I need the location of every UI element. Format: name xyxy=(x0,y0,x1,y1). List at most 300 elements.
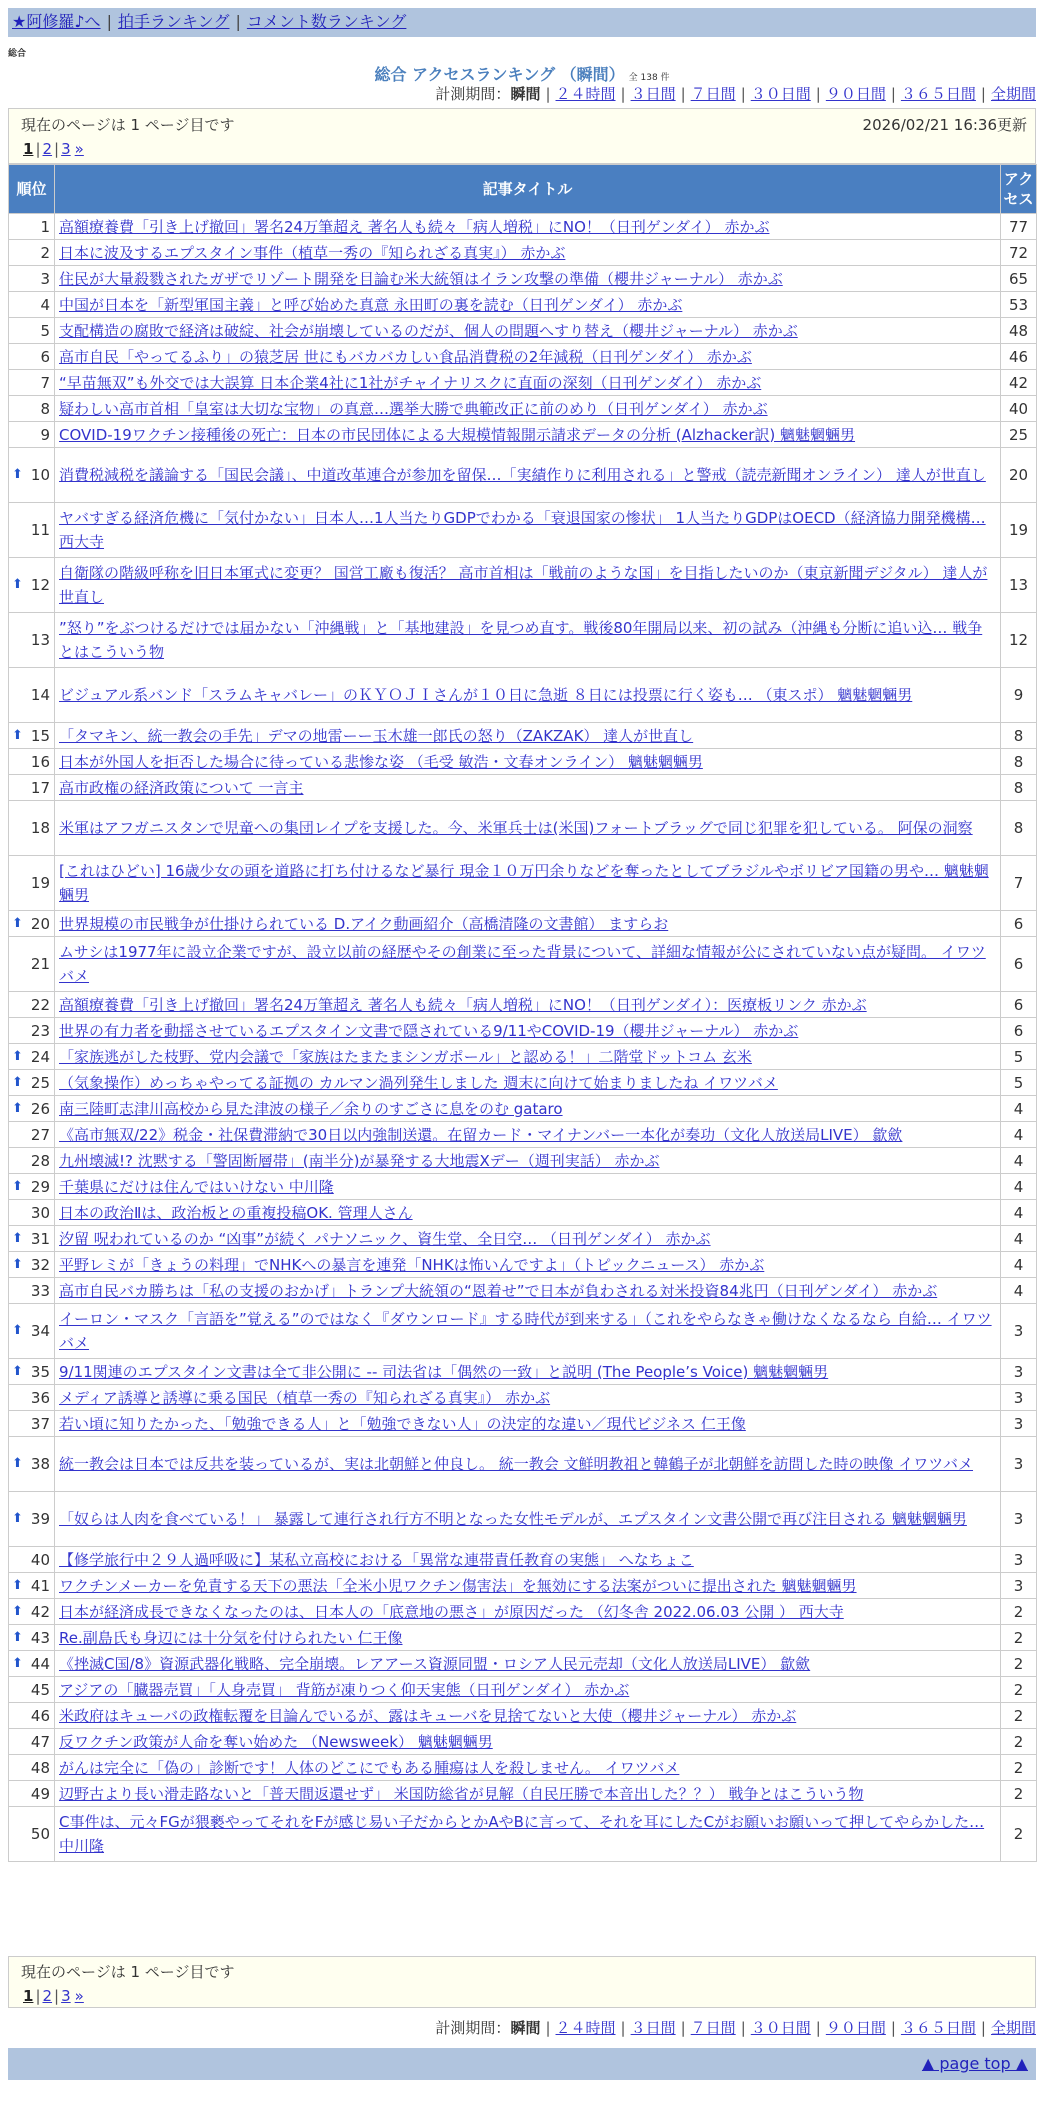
title-cell xyxy=(55,1200,1001,1226)
rank-number: 12 xyxy=(30,576,50,594)
rank-number: 28 xyxy=(30,1151,50,1170)
article-title-link[interactable]: 高額療養費「引き上げ撤回」署名24万筆超え 著名人も続々「病人増税」にNO！（日刊ゲンダイ）：医療板リンク 赤かぶ xyxy=(59,995,867,1014)
title-cell xyxy=(55,1122,1001,1148)
rank-cell xyxy=(9,856,55,911)
article-title-link[interactable]: 【修学旅行中２９人過呼吸に】某私立高校における「異常な連帯責任教育の実態」 へなちょこ xyxy=(59,1550,694,1569)
rank-number: 31 xyxy=(30,1229,50,1248)
table-row xyxy=(9,1174,1037,1200)
rank-cell xyxy=(9,422,55,448)
table-row xyxy=(9,344,1037,370)
rank-cell xyxy=(9,992,55,1018)
rank-cell xyxy=(9,1304,55,1359)
title-cell xyxy=(55,668,1001,723)
rank-number: 45 xyxy=(30,1680,50,1699)
up-arrow-icon: ⬆ xyxy=(12,915,23,931)
rank-number: 43 xyxy=(30,1628,50,1647)
title-cell xyxy=(55,1252,1001,1278)
rank-number: 46 xyxy=(30,1706,50,1725)
table-row xyxy=(9,266,1037,292)
title-cell xyxy=(55,1729,1001,1755)
rank-cell xyxy=(9,503,55,558)
rank-cell xyxy=(9,266,55,292)
rank-cell xyxy=(9,1755,55,1781)
article-title-link[interactable]: 辺野古より長い滑走路ないと「普天間返還せず」 米国防総省が見解（自民圧勝で本音出した？？） 戦争とはこういう物 xyxy=(59,1784,864,1803)
table-row xyxy=(9,1781,1037,1807)
table-row xyxy=(9,1122,1037,1148)
article-title-link[interactable]: がんは完全に「偽の」診断です！人体のどこにでもある腫瘍は人を殺しません。 イワツバメ xyxy=(59,1758,680,1777)
rank-cell xyxy=(9,1278,55,1304)
access-count: 6 xyxy=(1001,992,1037,1018)
title-cell xyxy=(55,1547,1001,1573)
title-cell xyxy=(55,1755,1001,1781)
table-row xyxy=(9,937,1037,992)
table-row xyxy=(9,558,1037,613)
access-count: 4 xyxy=(1001,1200,1037,1226)
access-count: 6 xyxy=(1001,1018,1037,1044)
access-count: 2 xyxy=(1001,1729,1037,1755)
access-count: 65 xyxy=(1001,266,1037,292)
rank-number: 22 xyxy=(30,995,50,1014)
up-arrow-icon: ⬆ xyxy=(12,1256,23,1272)
access-count: 4 xyxy=(1001,1148,1037,1174)
table-row xyxy=(9,1807,1037,1862)
title-cell xyxy=(55,801,1001,856)
page-top-link[interactable]: ▲ page top ▲ xyxy=(921,2054,1028,2073)
table-row xyxy=(9,1599,1037,1625)
rank-cell xyxy=(9,1252,55,1278)
title-cell xyxy=(55,723,1001,749)
title-cell xyxy=(55,1625,1001,1651)
article-title-link[interactable]: 自衛隊の階級呼称を旧日本軍式に変更？ 国営工廠も復活？ 高市首相は「戦前のような国」を目指したいのか（東京新聞デジタル） 達人が世直し xyxy=(59,564,988,606)
title-cell xyxy=(55,911,1001,937)
period-current: 瞬間 xyxy=(510,2019,541,2037)
rank-cell xyxy=(9,1411,55,1437)
table-row xyxy=(9,1755,1037,1781)
period-selector-top: 計測期間：瞬間 | ２４時間 | ３日間 | ７日間 | ３０日間 | ９０日間 | ３６５日間 | 全期間 xyxy=(435,85,1036,103)
table-row xyxy=(9,613,1037,668)
table-row xyxy=(9,749,1037,775)
title-cell xyxy=(55,1148,1001,1174)
up-arrow-icon: ⬆ xyxy=(12,1230,23,1246)
access-count: 2 xyxy=(1001,1755,1037,1781)
footer-bar xyxy=(8,2048,1036,2080)
period-link-24h[interactable]: ２４時間 xyxy=(555,2019,616,2037)
rank-cell xyxy=(9,240,55,266)
title-cell xyxy=(55,1070,1001,1096)
article-title-link[interactable]: ワクチンメーカーを免責する天下の悪法「全米小児ワクチン傷害法」を無効にする法案がついに提出された 魑魅魍魎男 xyxy=(59,1576,857,1595)
period-link-30d[interactable]: ３０日間 xyxy=(750,85,811,103)
rank-number: 33 xyxy=(30,1281,50,1300)
rank-cell xyxy=(9,1781,55,1807)
article-title-link[interactable]: 消費税減税を議論する「国民会議」、中道改革連合が参加を留保…「実績作りに利用される」と警戒（読売新聞オンライン） 達人が世直し xyxy=(59,466,986,484)
access-count: 3 xyxy=(1001,1547,1037,1573)
rank-number: 15 xyxy=(30,726,50,745)
title-cell xyxy=(55,448,1001,503)
period-link-3d[interactable]: ３日間 xyxy=(630,2019,676,2037)
article-title-link[interactable]: ヤバすぎる経済危機に「気付かない」日本人…1人当たりGDPでわかる「衰退国家の惨状」 1人当たりGDPはOECD（経済協力開発機構… 西大寺 xyxy=(59,509,986,551)
rank-cell xyxy=(9,1018,55,1044)
title-cell xyxy=(55,1304,1001,1359)
title-cell xyxy=(55,1385,1001,1411)
title-cell xyxy=(55,1437,1001,1492)
table-row xyxy=(9,1547,1037,1573)
rank-number: 40 xyxy=(30,1550,50,1569)
access-count: 7 xyxy=(1001,856,1037,911)
period-link-all[interactable]: 全期間 xyxy=(990,2019,1036,2037)
title-cell xyxy=(55,344,1001,370)
nav-separator: | xyxy=(106,12,112,31)
period-link-90d[interactable]: ９０日間 xyxy=(825,2019,886,2037)
table-row xyxy=(9,370,1037,396)
article-title-link[interactable]: 住民が大量殺戮されたガザでリゾート開発を目論む米大統領はイラン攻撃の準備（櫻井ジャーナル） 赤かぶ xyxy=(59,269,783,288)
table-row xyxy=(9,396,1037,422)
rank-number: 35 xyxy=(30,1362,50,1381)
table-row xyxy=(9,1304,1037,1359)
article-title-link[interactable]: ”怒り”をぶつけるだけでは届かない「沖縄戦」と「基地建設」を見つめ直す。戦後80年開局以来、初の試み（沖縄も分断に追い込… 戦争とはこういう物 xyxy=(59,619,983,661)
rank-number: 27 xyxy=(30,1125,50,1144)
article-title-link[interactable]: 日本が経済成長できなくなったのは、日本人の「底意地の悪さ」が原因だった （幻冬舎 2022.06.03 公開 ） 西大寺 xyxy=(59,1602,844,1621)
title-cell xyxy=(55,1781,1001,1807)
pager: 1 | 2 | 3 » xyxy=(23,1987,84,2005)
table-row xyxy=(9,1148,1037,1174)
rank-cell xyxy=(9,1148,55,1174)
article-title-link[interactable]: 高市政権の経済政策について 一言主 xyxy=(59,778,304,797)
table-row xyxy=(9,911,1037,937)
title-cell xyxy=(55,1226,1001,1252)
access-count: 5 xyxy=(1001,1044,1037,1070)
col-header-access: アクセス xyxy=(1001,165,1037,214)
rank-cell xyxy=(9,613,55,668)
table-row xyxy=(9,1703,1037,1729)
rank-cell xyxy=(9,1122,55,1148)
title-cell xyxy=(55,1411,1001,1437)
rank-number: 2 xyxy=(40,243,50,262)
up-arrow-icon: ⬆ xyxy=(12,1363,23,1379)
page-link-3[interactable]: 3 xyxy=(61,140,71,158)
rank-cell xyxy=(9,749,55,775)
rank-number: 7 xyxy=(40,373,50,392)
title-cell xyxy=(55,396,1001,422)
table-row xyxy=(9,318,1037,344)
access-count: 2 xyxy=(1001,1651,1037,1677)
article-title-link[interactable]: 「奴らは人肉を食べている！」 暴露して連行され行方不明となった女性モデルが、エプスタイン文書公開で再び注目される 魑魅魍魎男 xyxy=(59,1510,967,1528)
article-title-link[interactable]: 中国が日本を「新型軍国主義」と呼び始めた真意 永田町の裏を読む（日刊ゲンダイ） 赤かぶ xyxy=(59,295,683,314)
rank-number: 41 xyxy=(30,1576,50,1595)
article-title-link[interactable]: 「家族逃がした枝野、党内会議で「家族はたまたまシンガポール」と認める！」二階堂ドットコム 玄米 xyxy=(59,1047,752,1066)
rank-cell xyxy=(9,937,55,992)
rank-cell xyxy=(9,1226,55,1252)
rank-cell xyxy=(9,1573,55,1599)
page-link-3[interactable]: 3 xyxy=(61,1987,71,2005)
rank-cell xyxy=(9,723,55,749)
article-title-link[interactable]: [これはひどい] 16歳少女の頭を道路に打ち付けるなど暴行 現金１０万円余りなどを奪ったとしてブラジルやボリビア国籍の男や… 魑魅魍魎男 xyxy=(59,862,989,904)
access-count: 3 xyxy=(1001,1437,1037,1492)
rank-cell xyxy=(9,1385,55,1411)
table-row xyxy=(9,1200,1037,1226)
table-row xyxy=(9,1651,1037,1677)
rank-number: 32 xyxy=(30,1255,50,1274)
rank-cell xyxy=(9,318,55,344)
rank-number: 1 xyxy=(40,217,50,236)
up-arrow-icon: ⬆ xyxy=(12,1074,23,1090)
article-title-link[interactable]: 日本に波及するエプスタイン事件（植草一秀の『知られざる真実』） 赤かぶ xyxy=(59,243,566,262)
article-title-link[interactable]: ビジュアル系バンド「スラムキャバレー」のＫＹＯＪＩさんが１０日に急逝 ８日には投票に行く姿も… （東スポ） 魑魅魍魎男 xyxy=(59,686,913,704)
table-row xyxy=(9,1437,1037,1492)
rank-number: 9 xyxy=(40,425,50,444)
rank-number: 42 xyxy=(30,1602,50,1621)
table-row xyxy=(9,1573,1037,1599)
rank-number: 3 xyxy=(40,269,50,288)
rank-number: 30 xyxy=(30,1203,50,1222)
period-link-90d[interactable]: ９０日間 xyxy=(825,85,886,103)
breadcrumb: 総合 xyxy=(8,49,27,59)
period-link-365d[interactable]: ３６５日間 xyxy=(900,2019,976,2037)
title-cell xyxy=(55,1096,1001,1122)
rank-cell xyxy=(9,1547,55,1573)
article-title-link[interactable]: 「タマキン、統一教会の手先」デマの地雷ーー玉木雄一郎氏の怒り（ZAKZAK） 達人が世直し xyxy=(59,726,694,745)
top-nav-bar xyxy=(8,8,1036,37)
table-row xyxy=(9,856,1037,911)
rank-cell xyxy=(9,1044,55,1070)
article-title-link[interactable]: C事件は、元々FGが猥褻やってそれをFが感じ易い子だからとかAやBに言って、それを耳にしたCがお願いお願いって押してやらかした… 中川隆 xyxy=(59,1813,985,1855)
rank-number: 24 xyxy=(30,1047,50,1066)
article-title-link[interactable]: 日本の政治Ⅱは、政治板との重複投稿OK. 管理人さん xyxy=(59,1203,413,1222)
article-title-link[interactable]: 統一教会は日本では反共を装っているが、実は北朝鮮と仲良し。 統一教会 文鮮明教祖と韓鶴子が北朝鮮を訪問した時の映像 イワツバメ xyxy=(59,1455,974,1473)
up-arrow-icon: ⬆ xyxy=(12,1577,23,1593)
table-row xyxy=(9,214,1037,240)
period-link-7d[interactable]: ７日間 xyxy=(690,85,736,103)
rank-cell xyxy=(9,1437,55,1492)
col-header-title: 記事タイトル xyxy=(55,165,1001,214)
table-row xyxy=(9,1252,1037,1278)
access-count: 6 xyxy=(1001,937,1037,992)
title-cell xyxy=(55,1492,1001,1547)
table-row xyxy=(9,1729,1037,1755)
article-title-link[interactable]: ムサシは1977年に設立企業ですが、設立以前の経歴やその創業に至った背景について、詳細な情報が公にされていない点が疑問。 イワツバメ xyxy=(59,943,986,985)
title-cell xyxy=(55,503,1001,558)
table-row xyxy=(9,422,1037,448)
rank-number: 39 xyxy=(30,1510,50,1528)
article-title-link[interactable]: 九州壊滅!? 沈黙する「警固断層帯」(南半分)が暴発する大地震Xデー（週刊実話） 赤かぶ xyxy=(59,1151,660,1170)
access-count: 3 xyxy=(1001,1573,1037,1599)
rank-number: 5 xyxy=(40,321,50,340)
access-count: 3 xyxy=(1001,1411,1037,1437)
access-count: 19 xyxy=(1001,503,1037,558)
rank-number: 26 xyxy=(30,1099,50,1118)
page-title xyxy=(0,62,1044,85)
rank-number: 34 xyxy=(30,1322,50,1340)
pagination-bottom xyxy=(8,1956,1036,2008)
table-row xyxy=(9,1625,1037,1651)
rank-number: 25 xyxy=(30,1073,50,1092)
access-count: 4 xyxy=(1001,1174,1037,1200)
period-link-365d[interactable]: ３６５日間 xyxy=(900,85,976,103)
title-cell xyxy=(55,1599,1001,1625)
rank-number: 23 xyxy=(30,1021,50,1040)
col-header-rank: 順位 xyxy=(9,165,55,214)
table-row xyxy=(9,240,1037,266)
title-cell xyxy=(55,370,1001,396)
article-title-link[interactable]: 南三陸町志津川高校から見た津波の様子／余りのすごさに息をのむ gataro xyxy=(59,1099,563,1118)
table-row xyxy=(9,723,1037,749)
rank-number: 44 xyxy=(30,1654,50,1673)
access-count: 40 xyxy=(1001,396,1037,422)
article-title-link[interactable]: 米政府はキューバの政権転覆を目論んでいるが、露はキューバを見捨てないと大使（櫻井ジャーナル） 赤かぶ xyxy=(59,1706,797,1725)
period-link-24h[interactable]: ２４時間 xyxy=(555,85,616,103)
rank-cell xyxy=(9,1651,55,1677)
nav-separator: | xyxy=(235,12,241,31)
rank-number: 21 xyxy=(30,955,50,973)
article-title-link[interactable]: （気象操作）めっちゃやってる証拠の カルマン渦列発生しました 週末に向けて始まりましたね イワツバメ xyxy=(59,1073,778,1092)
rank-number: 36 xyxy=(30,1388,50,1407)
up-arrow-icon: ⬆ xyxy=(12,1048,23,1064)
page-title-text: 総合 アクセスランキング （瞬間） xyxy=(374,65,625,84)
table-row xyxy=(9,448,1037,503)
rank-number: 18 xyxy=(30,819,50,837)
article-title-link[interactable]: 支配構造の腐敗で経済は破綻、社会が崩壊しているのだが、個人の問題へすり替え（櫻井ジャーナル） 赤かぶ xyxy=(59,321,798,340)
period-link-7d[interactable]: ７日間 xyxy=(690,2019,736,2037)
access-count: 6 xyxy=(1001,911,1037,937)
rank-number: 48 xyxy=(30,1758,50,1777)
title-cell xyxy=(55,1174,1001,1200)
rank-cell xyxy=(9,396,55,422)
up-arrow-icon: ⬆ xyxy=(12,1100,23,1116)
up-arrow-icon: ⬆ xyxy=(12,727,23,743)
current-page-text: 現在のページは 1 ページ目です xyxy=(21,116,235,134)
pager: 1 | 2 | 3 » xyxy=(23,140,84,158)
table-row xyxy=(9,668,1037,723)
article-title-link[interactable]: “早苗無双”も外交では大誤算 日本企業4社に1社がチャイナリスクに直面の深刻（日刊ゲンダイ） 赤かぶ xyxy=(59,373,762,392)
article-title-link[interactable]: 9/11関連のエプスタイン文書は全て非公開に -- 司法省は「偶然の一致」と説明 (The People’s Voice) 魑魅魍魎男 xyxy=(59,1362,829,1381)
rank-cell xyxy=(9,775,55,801)
table-row xyxy=(9,1096,1037,1122)
article-title-link[interactable]: 若い頃に知りたかった、「勉強できる人」と「勉強できない人」の決定的な違い／現代ビジネス 仁王像 xyxy=(59,1414,746,1433)
access-count: 12 xyxy=(1001,613,1037,668)
article-title-link[interactable]: イーロン・マスク「言語を”覚える”のではなく『ダウンロード』する時代が到来する」（これをやらなきゃ働けなくなるなら 自給… イワツバメ xyxy=(59,1310,992,1352)
article-title-link[interactable]: 《挫滅C国/8》資源武器化戦略、完全崩壊。レアアース資源同盟・ロシア人民元売却（文化人放送局LIVE） 歙歛 xyxy=(59,1654,811,1673)
article-title-link[interactable]: Re.副島氏も身辺には十分気を付けられたい 仁王像 xyxy=(59,1628,403,1647)
article-title-link[interactable]: 世界規模の市民戦争が仕掛けられている D.アイク動画紹介（高橋清隆の文書館） ますらお xyxy=(59,914,669,933)
rank-number: 50 xyxy=(30,1825,50,1843)
home-link[interactable]: ★阿修羅♪へ xyxy=(12,12,101,31)
article-title-link[interactable]: 平野レミが「きょうの料理」でNHKへの暴言を連発「NHKは怖いんですよ」（トピックニュース） 赤かぶ xyxy=(59,1255,765,1274)
page-link-2[interactable]: 2 xyxy=(42,140,53,158)
title-cell xyxy=(55,1703,1001,1729)
rank-cell xyxy=(9,1729,55,1755)
access-count: 8 xyxy=(1001,801,1037,856)
pagination-top xyxy=(8,108,1036,164)
access-count: 8 xyxy=(1001,775,1037,801)
rank-number: 4 xyxy=(40,295,50,314)
article-title-link[interactable]: 《高市無双/22》税金・社保費滞納で30日以内強制送還。在留カード・マイナンバー一本化が奏功（文化人放送局LIVE） 歙歛 xyxy=(59,1125,903,1144)
article-title-link[interactable]: COVID-19ワクチン接種後の死亡：日本の市民団体による大規模情報開示請求データの分析 (Alzhacker訳) 魑魅魍魎男 xyxy=(59,425,856,444)
rank-number: 11 xyxy=(30,521,50,539)
article-title-link[interactable]: 汐留 呪われているのか “凶事”が続く パナソニック、資生堂、全日空… （日刊ゲンダイ） 赤かぶ xyxy=(59,1229,711,1248)
table-row xyxy=(9,992,1037,1018)
period-link-all[interactable]: 全期間 xyxy=(990,85,1036,103)
article-title-link[interactable]: 高市自民「やってるふり」の猿芝居 世にもバカバカしい食品消費税の2年減税（日刊ゲンダイ） 赤かぶ xyxy=(59,347,752,366)
up-arrow-icon: ⬆ xyxy=(12,1511,23,1526)
rank-number: 29 xyxy=(30,1177,50,1196)
title-cell xyxy=(55,318,1001,344)
title-cell xyxy=(55,1573,1001,1599)
article-title-link[interactable]: 高額療養費「引き上げ撤回」署名24万筆超え 著名人も続々「病人増税」にNO！（日刊ゲンダイ） 赤かぶ xyxy=(59,217,770,236)
up-arrow-icon: ⬆ xyxy=(12,577,23,592)
table-row xyxy=(9,292,1037,318)
updated-timestamp: 2026/02/21 16:36更新 xyxy=(862,116,1027,134)
article-title-link[interactable]: メディア誘導と誘導に乗る国民（植草一秀の『知られざる真実』） 赤かぶ xyxy=(59,1388,551,1407)
period-label: 計測期間： xyxy=(435,85,511,103)
current-page-text: 現在のページは 1 ページ目です xyxy=(21,1963,235,1981)
article-title-link[interactable]: 米軍はアフガニスタンで児童への集団レイプを支援した。今、米軍兵士は(米国)フォートブラッグで同じ犯罪を犯している。 阿保の洞察 xyxy=(59,819,973,837)
rank-cell xyxy=(9,1174,55,1200)
rank-cell xyxy=(9,1599,55,1625)
rank-cell xyxy=(9,1807,55,1862)
access-count: 2 xyxy=(1001,1599,1037,1625)
rank-cell xyxy=(9,1359,55,1385)
access-count: 4 xyxy=(1001,1096,1037,1122)
rank-cell xyxy=(9,558,55,613)
article-title-link[interactable]: 反ワクチン政策が人命を奪い始めた （Newsweek） 魑魅魍魎男 xyxy=(59,1732,493,1751)
article-title-link[interactable]: 世界の有力者を動揺させているエプスタイン文書で隠されている9/11やCOVID-19（櫻井ジャーナル） 赤かぶ xyxy=(59,1021,799,1040)
period-selector-bottom: 計測期間：瞬間 | ２４時間 | ３日間 | ７日間 | ３０日間 | ９０日間 | ３６５日間 | 全期間 xyxy=(435,2019,1036,2037)
period-current: 瞬間 xyxy=(510,85,541,103)
article-title-link[interactable]: 高市自民バカ勝ちは「私の支援のおかげ」トランプ大統領の“恩着せ”で日本が負わされる対米投資84兆円（日刊ゲンダイ） 赤かぶ xyxy=(59,1281,938,1300)
rank-cell xyxy=(9,370,55,396)
period-link-30d[interactable]: ３０日間 xyxy=(750,2019,811,2037)
period-label: 計測期間： xyxy=(435,2019,511,2037)
rank-cell xyxy=(9,1677,55,1703)
article-title-link[interactable]: アジアの「臓器売買」「人身売買」 背筋が凍りつく仰天実態（日刊ゲンダイ） 赤かぶ xyxy=(59,1680,630,1699)
clap-ranking-link[interactable]: 拍手ランキング xyxy=(117,12,230,31)
access-count: 3 xyxy=(1001,1385,1037,1411)
page-next-link[interactable]: » xyxy=(74,1987,84,2005)
rank-cell xyxy=(9,214,55,240)
access-count: 53 xyxy=(1001,292,1037,318)
page-link-2[interactable]: 2 xyxy=(42,1987,53,2005)
title-cell xyxy=(55,240,1001,266)
article-title-link[interactable]: 日本が外国人を拒否した場合に待っている悲惨な姿 （毛受 敏浩・文春オンライン） 魑魅魍魎男 xyxy=(59,752,703,771)
page-current: 1 xyxy=(23,1987,34,2005)
access-count: 77 xyxy=(1001,214,1037,240)
table-header-row xyxy=(9,165,1037,214)
title-cell xyxy=(55,422,1001,448)
table-row xyxy=(9,1044,1037,1070)
rank-number: 8 xyxy=(40,399,50,418)
access-count: 5 xyxy=(1001,1070,1037,1096)
table-row xyxy=(9,801,1037,856)
title-cell xyxy=(55,266,1001,292)
comment-ranking-link[interactable]: コメント数ランキング xyxy=(246,12,407,31)
table-row xyxy=(9,503,1037,558)
rank-number: 20 xyxy=(30,914,50,933)
access-count: 2 xyxy=(1001,1625,1037,1651)
rank-cell xyxy=(9,344,55,370)
up-arrow-icon: ⬆ xyxy=(12,1456,23,1471)
article-title-link[interactable]: 千葉県にだけは住んではいけない 中川隆 xyxy=(59,1177,334,1196)
rank-cell xyxy=(9,1200,55,1226)
rank-number: 13 xyxy=(30,631,50,649)
access-count: 25 xyxy=(1001,422,1037,448)
access-count: 48 xyxy=(1001,318,1037,344)
rank-number: 16 xyxy=(30,752,50,771)
page-next-link[interactable]: » xyxy=(74,140,84,158)
rank-number: 10 xyxy=(30,466,50,484)
access-count: 42 xyxy=(1001,370,1037,396)
article-title-link[interactable]: 疑わしい高市首相「皇室は大切な宝物」の真意…選挙大勝で典範改正に前のめり（日刊ゲンダイ） 赤かぶ xyxy=(59,399,768,418)
table-row xyxy=(9,1411,1037,1437)
period-link-3d[interactable]: ３日間 xyxy=(630,85,676,103)
